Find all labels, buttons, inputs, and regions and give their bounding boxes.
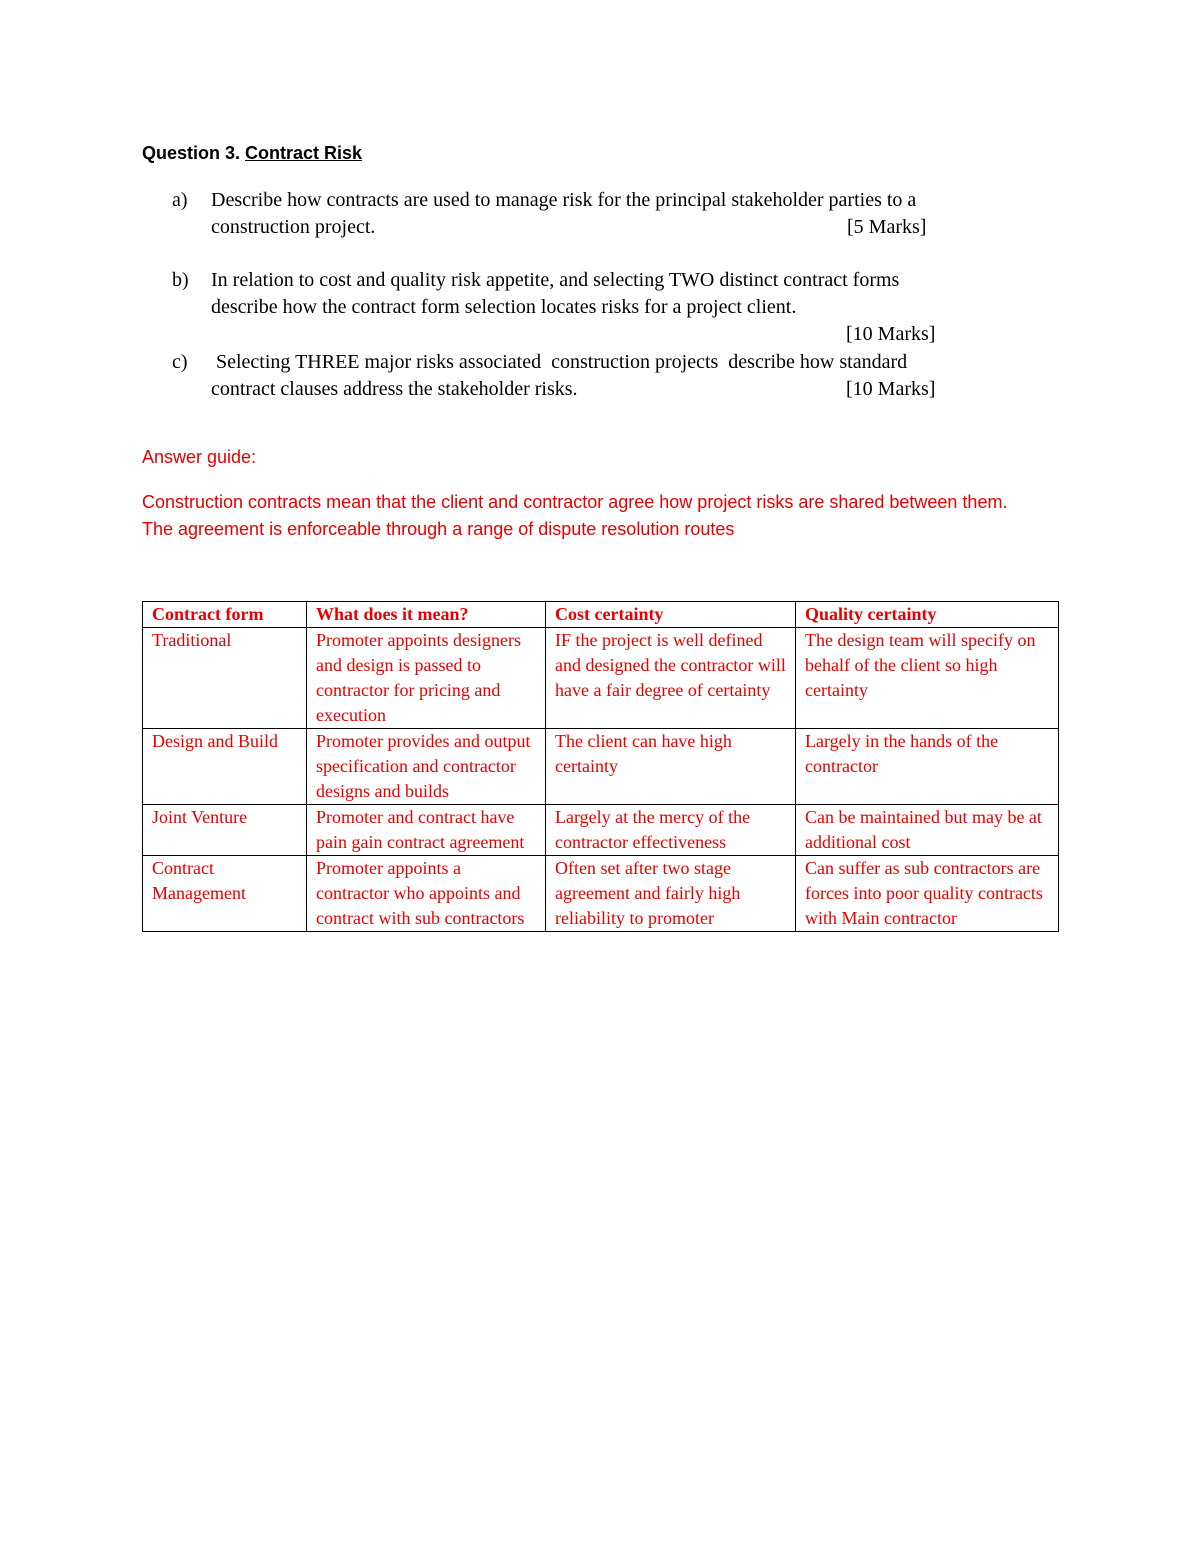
cell-quality-certainty: Can be maintained but may be at additional cost [796,805,1059,856]
table-row [143,856,1059,932]
part-label: c) [172,351,188,373]
column-header: What does it mean? [307,602,546,628]
cell-meaning: Promoter appoints a contractor who appoints and contract with sub contractors [307,856,546,932]
table-header-row [143,602,1059,628]
cell-meaning: Promoter appoints designers and design is passed to contractor for pricing and execution [307,628,546,729]
cell-contract-form: Joint Venture [143,805,307,856]
question-part-a [172,187,1052,241]
cell-contract-form: Contract Management [143,856,307,932]
answer-guide-text: Construction contracts mean that the client and contractor agree how project risks are shared between them. The agreement is enforceable through a range of dispute resolution routes [142,492,1008,539]
cell-cost-certainty: IF the project is well defined and designed the contractor will have a fair degree of certainty [546,628,796,729]
table-row [143,628,1059,729]
part-text-line: construction project. [211,216,376,238]
cell-quality-certainty: Largely in the hands of the contractor [796,729,1059,805]
column-header: Quality certainty [796,602,1059,628]
part-marks: [10 Marks] [846,378,936,400]
part-label: a) [172,189,188,211]
question-prefix: Question 3. [142,143,246,163]
part-text-line: describe how the contract form selection locates risks for a project client. [211,296,797,318]
table-row [143,729,1059,805]
part-marks: [10 Marks] [846,323,936,345]
table-row [143,805,1059,856]
cell-cost-certainty: Often set after two stage agreement and fairly high reliability to promoter [546,856,796,932]
cell-cost-certainty: The client can have high certainty [546,729,796,805]
question-part-b [172,267,1052,348]
part-text-line: contract clauses address the stakeholder risks. [211,378,578,400]
part-text-line: In relation to cost and quality risk appetite, and selecting TWO distinct contract forms [211,269,900,291]
cell-quality-certainty: Can suffer as sub contractors are forces into poor quality contracts with Main contractor [796,856,1059,932]
contract-risk-table [142,601,1059,932]
cell-meaning: Promoter and contract have pain gain contract agreement [307,805,546,856]
part-text-line: Describe how contracts are used to manage risk for the principal stakeholder parties to a [211,189,917,211]
cell-cost-certainty: Largely at the mercy of the contractor effectiveness [546,805,796,856]
cell-contract-form: Traditional [143,628,307,729]
question-part-c [172,349,1052,403]
cell-contract-form: Design and Build [143,729,307,805]
cell-meaning: Promoter provides and output specification and contractor designs and builds [307,729,546,805]
column-header: Contract form [143,602,307,628]
part-marks: [5 Marks] [847,216,927,238]
part-label: b) [172,269,189,291]
column-header: Cost certainty [546,602,796,628]
answer-guide-heading: Answer guide: [142,447,257,467]
question-topic: Contract Risk [245,143,363,163]
cell-quality-certainty: The design team will specify on behalf of the client so high certainty [796,628,1059,729]
part-text-line: Selecting THREE major risks associated construction projects describe how standard [211,351,908,373]
question-title [142,143,362,164]
